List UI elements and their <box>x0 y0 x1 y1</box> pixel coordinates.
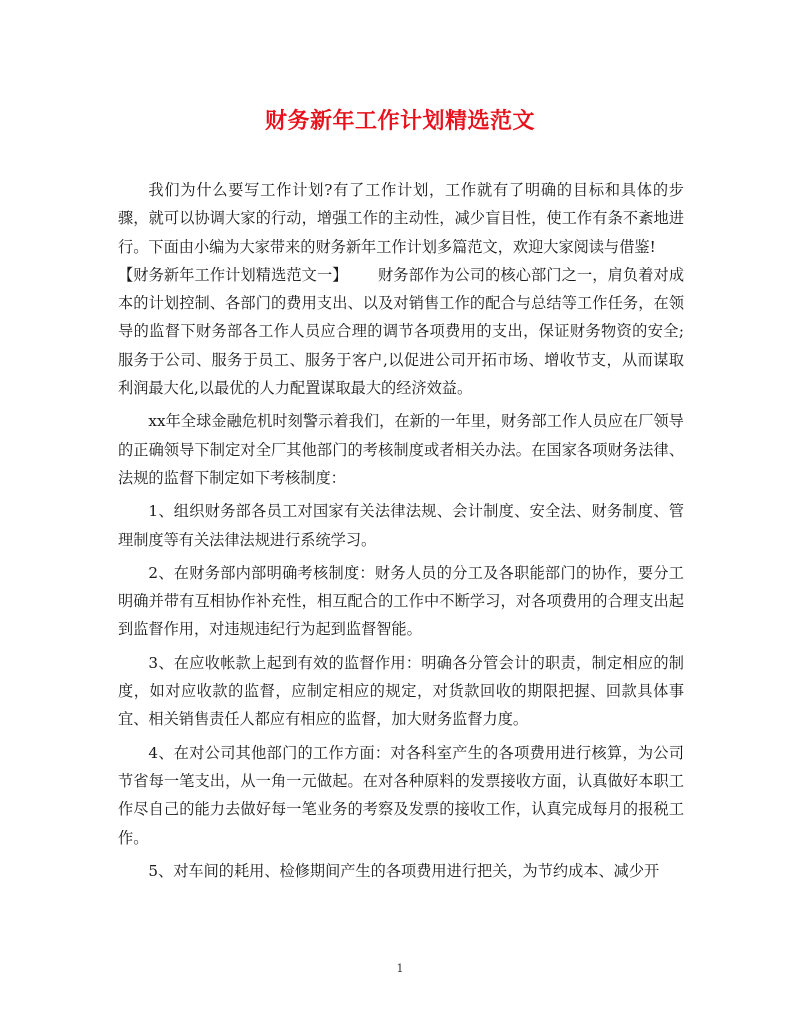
page-number: 1 <box>396 962 404 975</box>
list-item-3: 3、在应收帐款上起到有效的监督作用：明确各分管会计的职责，制定相应的制度，如对应收款的监督，应制定相应的规定，对货款回收的期限把握、回款具体事宜、相关销售责任人都应有相应的监督，加大财务监督力度。 <box>118 653 684 729</box>
list-item-1: 1、组织财务部各员工对国家有关法律法规、会计制度、安全法、财务制度、管理制度等有关法律法规进行系统学习。 <box>118 502 684 549</box>
list-item-2: 2、在财务部内部明确考核制度：财务人员的分工及各职能部门的协作，要分工明确并带有互相协作补充性，相互配合的工作中不断学习，对各项费用的合理支出起到监督作用，对违规违纪行为起到监督智能。 <box>118 563 684 639</box>
document-body <box>118 176 684 885</box>
intro-paragraph: 我们为什么要写工作计划?有了工作计划，工作就有了明确的目标和具体的步骤，就可以协调大家的行动，增强工作的主动性，减少盲目性，使工作有条不紊地进行。下面由小编为大家带来的财务新年工作计划多篇范文，欢迎大家阅读与借鉴! <box>118 181 684 256</box>
section-one-text: 财务部作为公司的核心部门之一，肩负着对成本的计划控制、各部门的费用支出、以及对销售工作的配合与总结等工作任务，在领导的监督下财务部各工作人员应合理的调节各项费用的支出，保证财务物资的安全;服务于公司、服务于员工、服务于客户,以促进公司开拓市场、增收节支，从而谋取利润最大化,以最优的人力配置谋取最大的经济效益。 <box>118 265 685 398</box>
section-heading: 【财务新年工作计划精选范文一】 <box>118 265 348 284</box>
document-title: 财务新年工作计划精选范文 <box>264 108 535 134</box>
body-paragraph: xx年全球金融危机时刻警示着我们，在新的一年里，财务部工作人员应在厂领导的正确领导下制定对全厂其他部门的考核制度或者相关办法。在国家各项财务法律、法规的监督下制定如下考核制度： <box>118 412 684 487</box>
section-one-paragraph <box>118 261 684 402</box>
list-item-5: 5、对车间的耗用、检修期间产生的各项费用进行把关，为节约成本、减少开 <box>148 861 660 880</box>
list-item-4: 4、在对公司其他部门的工作方面：对各科室产生的各项费用进行核算，为公司节省每一笔支出，从一角一元做起。在对各种原料的发票接收方面，认真做好本职工作尽自己的能力去做好每一笔业务的考察及发票的接收工作，认真完成每月的报税工作。 <box>118 743 684 847</box>
